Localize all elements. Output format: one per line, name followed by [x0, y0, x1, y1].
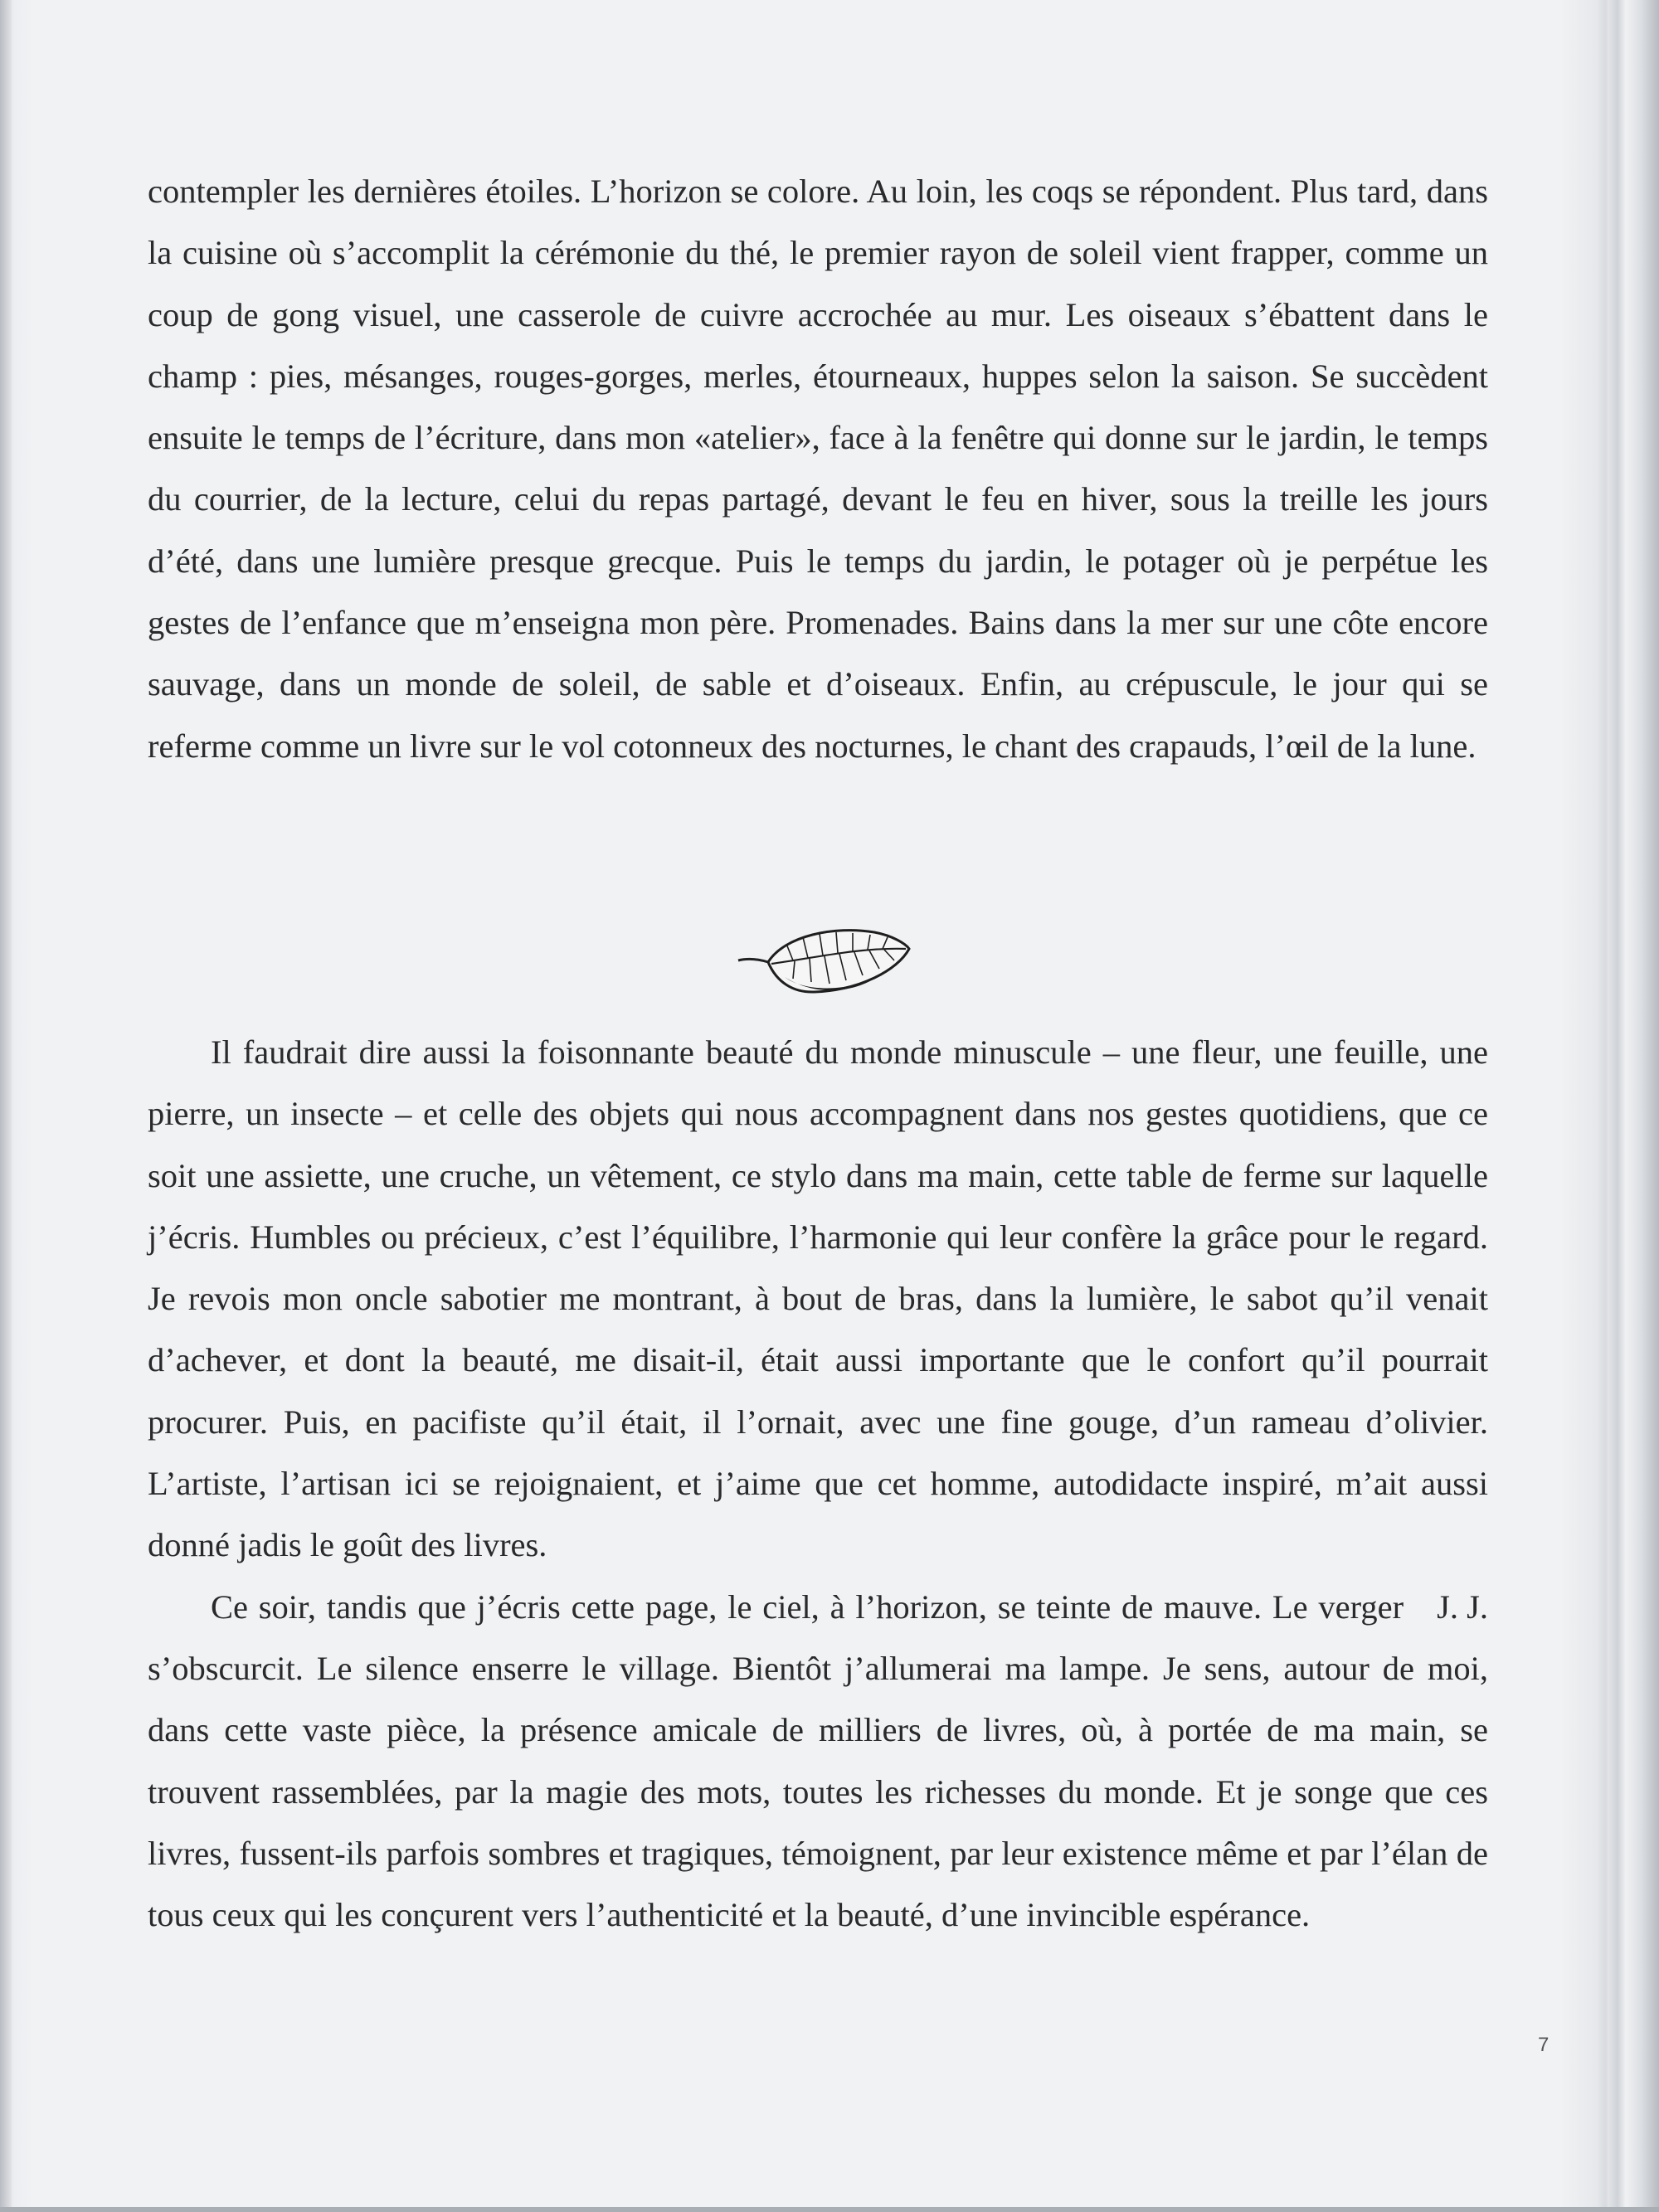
- leaf-icon: [735, 919, 911, 999]
- paragraph: Il faudrait dire aussi la foisonnante beauté du monde minuscule – une fleur, une feuille, une pierre, un insecte – et celle des objets qui nous accompagnent dans nos gestes quotidiens, que ce soit une assiette, une cruche, un vêtement, ce stylo dans ma main, cette table de ferme sur laquelle j’écris. Humbles ou précieux, c’est l’équilibre, l’harmonie qui leur confère la grâce pour le regard. Je revois mon oncle sabotier me montrant, à bout de bras, dans la lumière, le sabot qu’il venait d’achever, et dont la beauté, me disait-il, était aussi importante que le confort qu’il pourrait procurer. Puis, en pacifiste qu’il était, il l’ornait, avec une fine gouge, d’un rameau d’olivier. L’artiste, l’artisan ici se rejoignaient, et j’aime que cet homme, autodidacte inspiré, m’ait aussi donné jadis le goût des livres.: [148, 1033, 1488, 1564]
- page-edge: [1608, 0, 1659, 2212]
- signature: J. J.: [1437, 1587, 1488, 1626]
- text-block-bottom: [148, 1022, 1488, 1946]
- paragraph-final: [148, 1577, 1488, 1947]
- page-number: 7: [1538, 2034, 1550, 2056]
- page-bottom-edge: [0, 2207, 1659, 2212]
- page-gutter-shadow: [0, 0, 12, 2212]
- text-block-top: [148, 161, 1488, 777]
- paragraph: contempler les dernières étoiles. L’horizon se colore. Au loin, les coqs se répondent. Plus tard, dans la cuisine où s’accomplit la cérémonie du thé, le premier rayon de soleil vient frapper, comme un coup de gong visuel, une casserole de cuivre accrochée au mur. Les oiseaux s’ébattent dans le champ : pies, mésanges, rouges-gorges, merles, étourneaux, huppes selon la saison. Se succèdent ensuite le temps de l’écriture, dans mon «atelier», face à la fenêtre qui donne sur le jardin, le temps du courrier, de la lecture, celui du repas partagé, devant le feu en hiver, sous la treille les jours d’été, dans une lumière presque grecque. Puis le temps du jardin, le potager où je perpétue les gestes de l’enfance que m’enseigna mon père. Promenades. Bains dans la mer sur une côte encore sauvage, dans un monde de soleil, de sable et d’oiseaux. Enfin, au crépuscule, le jour qui se referme comme un livre sur le vol cotonneux des nocturnes, le chant des crapauds, l’œil de la lune.: [148, 173, 1488, 765]
- paragraph-final-text: Ce soir, tandis que j’écris cette page, le ciel, à l’horizon, se teinte de mauve. Le verger s’obscurcit. Le silence enserre le village. Bientôt j’allumerai ma lampe. Je sens, autour de moi, dans cette vaste pièce, la présence amicale de milliers de livres, où, à portée de ma main, se trouvent rassemblées, par la magie des mots, toutes les richesses du monde. Et je songe que ces livres, fussent-ils parfois sombres et tragiques, témoignent, par leur existence même et par l’élan de tous ceux qui les conçurent vers l’authenticité et la beauté, d’une invincible espérance.: [148, 1587, 1488, 1934]
